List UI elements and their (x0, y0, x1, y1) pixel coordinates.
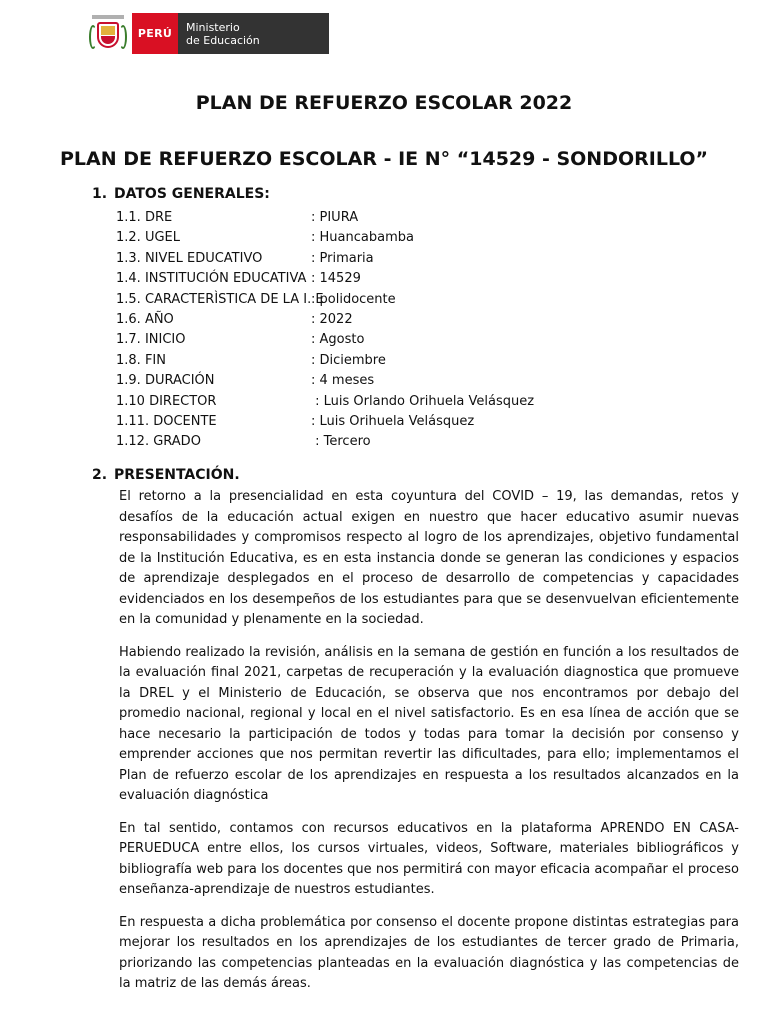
paragraph: El retorno a la presencialidad en esta coyuntura del COVID – 19, las demandas, retos y desafíos de la educación actual exigen en nuestro que hacer educativo asumir nuevas responsabilidades y compromisos respecto al logro de los aprendizajes, objetivo fundamental de la Institución Educativa, es en esta instancia donde se generan las condiciones y espacios de aprendizaje desplegados en el proceso de desarrollo de competencias y capacidades evidenciados en los desempeños de los estudiantes para que se desenvuelvan eficientemente en la comunidad y plenamente en la sociedad. (119, 489, 739, 627)
field-label: 1.7. INICIO (116, 332, 186, 348)
field-value: : Diciembre (311, 352, 386, 368)
field-value: : PIURA (311, 210, 359, 225)
field-value: : 14529 (311, 271, 361, 287)
list-item (116, 269, 534, 289)
presentacion-body (119, 487, 739, 1007)
ministry-line-1: Ministerio (186, 20, 240, 34)
field-label: 1.1. DRE (116, 210, 173, 225)
list-item (116, 412, 534, 432)
field-label: 1.9. DURACIÓN (116, 373, 215, 389)
section-number: 1. (92, 186, 108, 202)
field-label: 1.4. INSTITUCIÓN EDUCATIVA (116, 271, 307, 287)
field-value: : Primaria (311, 250, 374, 266)
field-label: 1.8. FIN (116, 352, 166, 368)
country-label (132, 13, 178, 54)
ministry-line-2: de Educación (186, 33, 260, 47)
field-label: 1.5. CARACTERÌSTICA DE LA I. E (116, 291, 324, 307)
field-label: 1.2. UGEL (116, 230, 180, 246)
list-item (116, 310, 534, 330)
field-value: : Luis Orlando Orihuela Velásquez (311, 393, 535, 409)
field-label: 1.3. NIVEL EDUCATIVO (116, 250, 263, 266)
list-item (116, 208, 534, 228)
field-value: : Tercero (311, 434, 371, 450)
ministry-header (84, 13, 329, 54)
list-item (116, 432, 534, 452)
field-label: 1.11. DOCENTE (116, 413, 217, 429)
list-item (116, 351, 534, 371)
field-value: : Huancabamba (311, 230, 414, 246)
paragraph: En respuesta a dicha problemática por consenso el docente propone distintas estrategias para mejorar los resultados en los aprendizajes de los estudiantes de tercer grado de Primaria, priorizando las competencias planteadas en la evaluación diagnóstica y las competencias de la matriz de las demás áreas. (119, 914, 739, 991)
field-label: 1.12. GRADO (116, 434, 201, 450)
field-value: : Agosto (311, 332, 365, 348)
field-value: : Luis Orihuela Velásquez (311, 413, 475, 429)
peru-coat-of-arms-icon (84, 13, 132, 54)
field-value: : polidocente (311, 291, 396, 307)
datos-generales-list (116, 208, 534, 453)
field-value: : 4 meses (311, 373, 375, 389)
paragraph: Habiendo realizado la revisión, análisis en la semana de gestión en función a los resultados de la evaluación final 2021, carpetas de recuperación y la evaluación diagnostica que promueve la DREL y el Ministerio de Educación, se observa que nos encontramos por debajo del promedio nacional, regional y local en el nivel satisfactorio. Es en esa línea de acción que se hace necesario la participación de todos y todas para tomar la decisión por consenso y emprender acciones que nos permitan revertir las dificultades, para ello; implementamos el Plan de refuerzo escolar de los aprendizajes en respuesta a los resultados alcanzados en la evaluación diagnóstica (119, 644, 739, 803)
list-item (116, 392, 534, 412)
ministry-label (178, 13, 329, 54)
field-label: 1.6. AÑO (116, 311, 174, 327)
list-item (116, 371, 534, 391)
section-title: DATOS GENERALES: (114, 186, 270, 202)
list-item (116, 249, 534, 269)
field-label: 1.10 DIRECTOR (116, 393, 217, 409)
document-title: PLAN DE REFUERZO ESCOLAR 2022 (195, 92, 573, 114)
section-heading-datos-generales (92, 186, 270, 202)
paragraph: En tal sentido, contamos con recursos educativos en la plataforma APRENDO EN CASA-PERUEDUCA entre ellos, los cursos virtuales, videos, Software, materiales bibliográficos y bibliografía web para los docentes que nos permitirá con mayor eficacia acompañar el proceso enseñanza-aprendizaje de nuestros estudiantes. (119, 820, 739, 897)
list-item (116, 290, 534, 310)
section-number: 2. (92, 467, 108, 483)
document-subtitle: PLAN DE REFUERZO ESCOLAR - IE N° “14529 - SONDORILLO” (59, 148, 709, 170)
list-item (116, 330, 534, 350)
field-value: : 2022 (311, 311, 353, 327)
section-heading-presentacion (92, 467, 240, 483)
country-text: PERÚ (137, 27, 173, 40)
list-item (116, 228, 534, 248)
section-title: PRESENTACIÓN. (114, 467, 240, 483)
